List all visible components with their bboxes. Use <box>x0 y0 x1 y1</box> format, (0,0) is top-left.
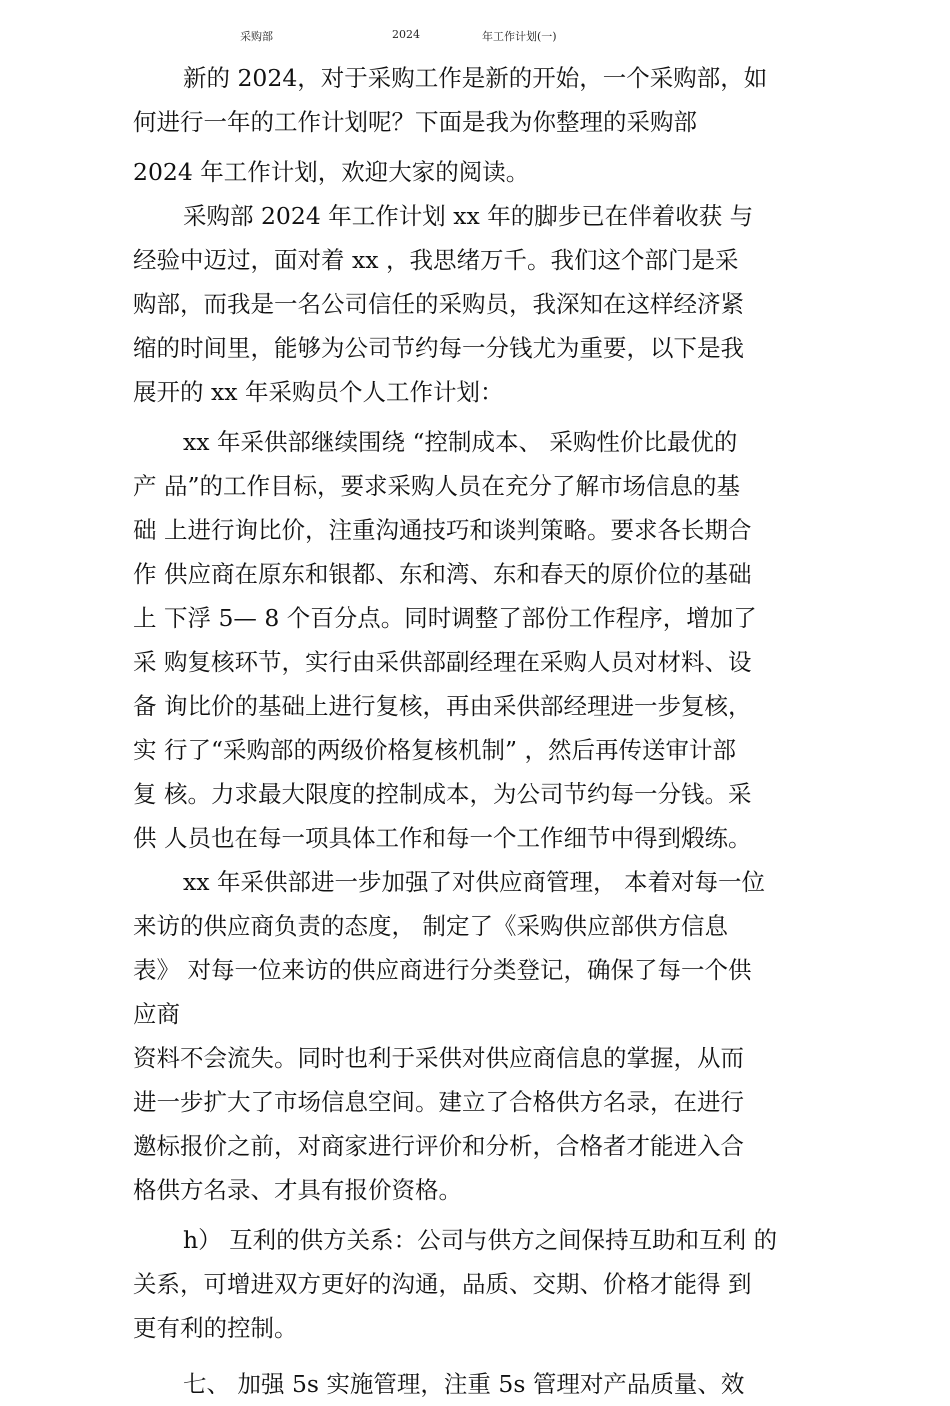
text-line: 复 核。力求最大限度的控制成本，为公司节约每一分钱。采 <box>133 780 752 808</box>
text-line: 作 供应商在原东和银都、东和湾、东和春天的原价位的基础 <box>133 560 752 588</box>
text-line: xx 年采供部进一步加强了对供应商管理， 本着对每一位 <box>183 868 765 896</box>
text-line: 七、 加强 5s 实施管理，注重 5s 管理对产品质量、效 <box>183 1370 745 1398</box>
text-line: 展开的 xx 年采购员个人工作计划： <box>133 378 504 406</box>
text-line: h） 互利的供方关系：公司与供方之间保持互助和互利 的 <box>183 1226 778 1254</box>
text-line: 表》 对每一位来访的供应商进行分类登记，确保了每一个供 <box>133 956 752 984</box>
text-line: 实 行了“采购部的两级价格复核机制” ，然后再传送审计部 <box>133 736 736 764</box>
text-line: 资料不会流失。同时也利于采供对供应商信息的掌握，从而 <box>133 1044 744 1072</box>
text-line: 供 人员也在每一项具体工作和每一个工作细节中得到煅练。 <box>133 824 752 852</box>
text-line: 购部，而我是一名公司信任的采购员，我深知在这样经济紧 <box>133 290 744 318</box>
text-line: 格供方名录、才具有报价资格。 <box>133 1176 462 1204</box>
text-line: 产 品”的工作目标，要求采购人员在充分了解市场信息的基 <box>133 472 740 500</box>
text-line: 上 下浮 5— 8 个百分点。同时调整了部份工作程序，增加了 <box>133 604 757 632</box>
text-line: 备 询比价的基础上进行复核，再由采供部经理进一步复核， <box>133 692 752 720</box>
text-line: 采 购复核环节，实行由采供部副经理在采购人员对材料、设 <box>133 648 752 676</box>
page-header <box>0 28 950 46</box>
text-line: 2024 年工作计划，欢迎大家的阅读。 <box>133 158 530 186</box>
text-line: 应商 <box>133 1000 180 1028</box>
text-line: 来访的供应商负责的态度， 制定了《采购供应部供方信息 <box>133 912 728 940</box>
header-title: 年工作计划(一) <box>482 30 557 43</box>
text-line: 进一步扩大了市场信息空间。建立了合格供方名录，在进行 <box>133 1088 744 1116</box>
text-line: 新的 2024，对于采购工作是新的开始，一个采购部，如 <box>183 64 768 92</box>
text-line: 关系，可增进双方更好的沟通，品质、交期、价格才能得 到 <box>133 1270 752 1298</box>
header-year: 2024 <box>392 28 420 41</box>
text-line: xx 年采供部继续围绕 “控制成本、 采购性价比最优的 <box>183 428 738 456</box>
header-department: 采购部 <box>240 30 273 43</box>
text-line: 采购部 2024 年工作计划 xx 年的脚步已在伴着收获 与 <box>183 202 754 230</box>
text-line: 何进行一年的工作计划呢？下面是我为你整理的采购部 <box>133 108 697 136</box>
text-line: 更有利的控制。 <box>133 1314 298 1342</box>
document-body <box>133 56 813 1406</box>
text-line: 缩的时间里，能够为公司节约每一分钱尤为重要，以下是我 <box>133 334 744 362</box>
text-line: 邀标报价之前，对商家进行评价和分析，合格者才能进入合 <box>133 1132 744 1160</box>
text-line: 础 上进行询比价，注重沟通技巧和谈判策略。要求各长期合 <box>133 516 752 544</box>
text-line: 经验中迈过，面对着 xx ，我思绪万千。我们这个部门是采 <box>133 246 739 274</box>
